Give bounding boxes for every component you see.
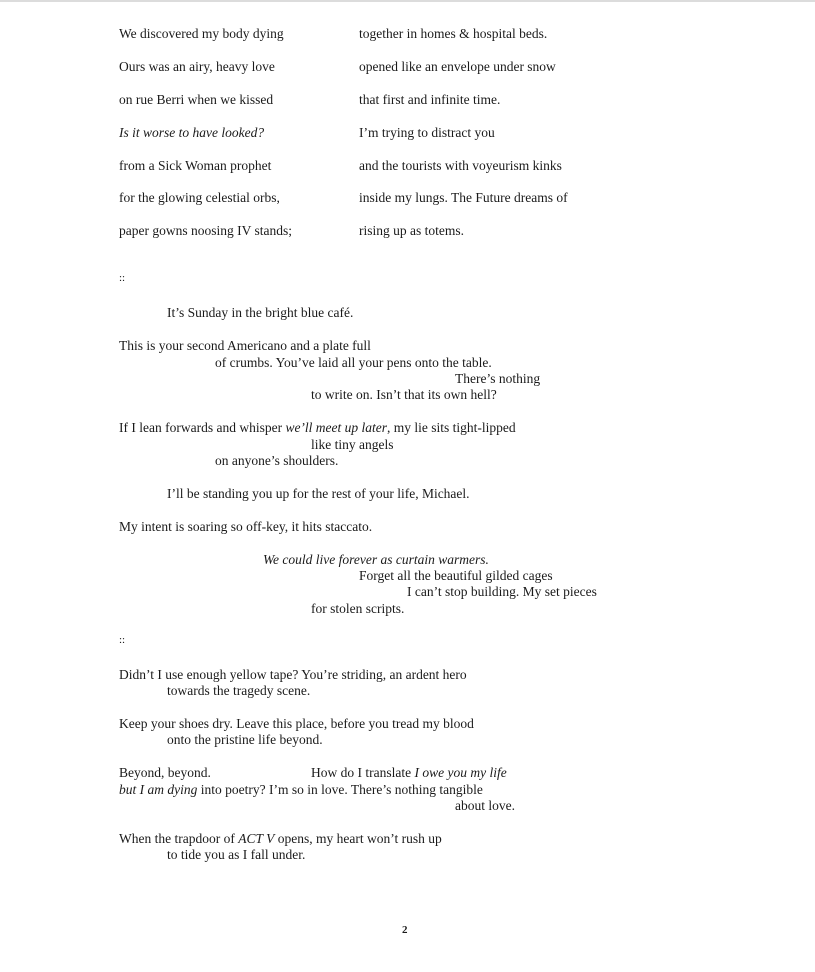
page-number: 2: [402, 924, 408, 936]
poem-line: There’s nothing: [455, 371, 541, 386]
poem-line: It’s Sunday in the bright blue café.: [167, 305, 354, 320]
right-line-7: rising up as totems.: [359, 223, 464, 238]
right-line-2: opened like an envelope under snow: [359, 59, 556, 74]
poem-line: This is your second Americano and a plate full: [119, 338, 371, 353]
poem-line: Forget all the beautiful gilded cages: [359, 568, 553, 583]
right-line-4: I’m trying to distract you: [359, 125, 495, 140]
poem-line: If I lean forwards and whisper we’ll meet up later, my lie sits tight-lipped: [119, 420, 516, 435]
poem-line: to tide you as I fall under.: [167, 847, 306, 862]
page-top-edge: [0, 0, 815, 2]
right-line-3: that first and infinite time.: [359, 92, 501, 107]
left-line-1: We discovered my body dying: [119, 26, 284, 41]
section-separator-1: ::: [119, 272, 126, 284]
poem-line: I can’t stop building. My set pieces: [407, 584, 597, 599]
left-line-3: on rue Berri when we kissed: [119, 92, 274, 107]
poem-line: We could live forever as curtain warmers.: [263, 552, 489, 567]
poem-line: When the trapdoor of ACT V opens, my heart won’t rush up: [119, 831, 442, 846]
left-line-7: paper gowns noosing IV stands;: [119, 223, 292, 238]
poem-line: but I am dying into poetry? I’m so in love. There’s nothing tangible: [119, 782, 483, 797]
right-line-5: and the tourists with voyeurism kinks: [359, 158, 562, 173]
poem-line: for stolen scripts.: [311, 601, 405, 616]
poem-line: towards the tragedy scene.: [167, 683, 311, 698]
poem-line: like tiny angels: [311, 437, 394, 452]
poem-line: How do I translate I owe you my life: [311, 765, 507, 780]
poem-line: onto the pristine life beyond.: [167, 732, 323, 747]
poem-line: My intent is soaring so off-key, it hits staccato.: [119, 519, 373, 534]
poem-line: of crumbs. You’ve laid all your pens onto the table.: [215, 355, 492, 370]
poem-line: about love.: [455, 798, 515, 813]
left-line-2: Ours was an airy, heavy love: [119, 59, 275, 74]
poem-line: Didn’t I use enough yellow tape? You’re striding, an ardent hero: [119, 667, 467, 682]
poem-line: Beyond, beyond.: [119, 765, 211, 780]
left-line-6: for the glowing celestial orbs,: [119, 190, 280, 205]
left-line-4: Is it worse to have looked?: [119, 125, 265, 140]
poem-line: Keep your shoes dry. Leave this place, before you tread my blood: [119, 716, 474, 731]
poem-line: on anyone’s shoulders.: [215, 453, 339, 468]
poem-line: I’ll be standing you up for the rest of your life, Michael.: [167, 486, 470, 501]
right-line-6: inside my lungs. The Future dreams of: [359, 190, 568, 205]
section-separator-2: ::: [119, 634, 126, 646]
left-line-5: from a Sick Woman prophet: [119, 158, 272, 173]
poem-line: to write on. Isn’t that its own hell?: [311, 387, 497, 402]
right-line-1: together in homes & hospital beds.: [359, 26, 548, 41]
